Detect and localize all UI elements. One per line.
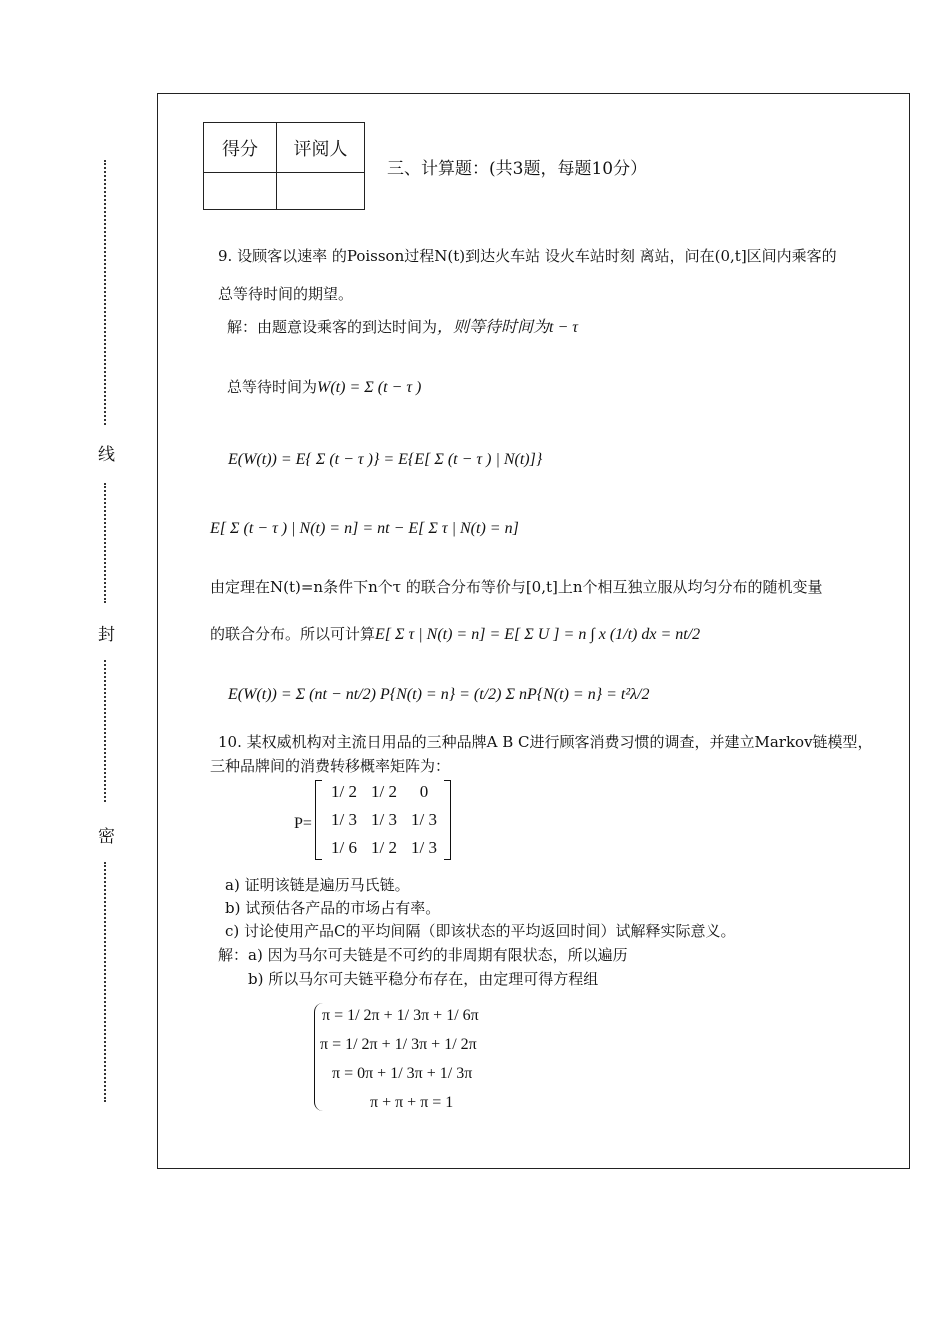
matrix-cell: 1/ 2 <box>331 782 357 801</box>
matrix-cell: 1/ 2 <box>371 838 397 857</box>
q9-eq2: E(W(t)) = E{ Σ (t − τ )} = E{E[ Σ (t − τ ) | N(t)]} <box>228 451 543 468</box>
q9-text2-line <box>210 625 700 644</box>
reviewer-cell[interactable] <box>277 173 365 210</box>
q10-item-a: a) 证明该链是遍历马氏链。 <box>225 876 410 894</box>
matrix-row-2 <box>324 810 444 830</box>
q9-text2: 的联合分布。所以可计算 <box>210 625 376 643</box>
matrix-cell: 0 <box>419 782 429 801</box>
matrix-label: P= <box>294 815 312 832</box>
q9-eq1-formula: W(t) = Σ (t − τ ) <box>317 379 422 396</box>
equation-4: π + π + π = 1 <box>370 1094 454 1111</box>
binding-dotted-line-lower <box>104 660 106 802</box>
score-cell[interactable] <box>204 173 277 210</box>
matrix-row-1 <box>324 782 444 802</box>
q10-line2: 三种品牌间的消费转移概率矩阵为： <box>210 757 451 775</box>
q9-eq5: E(W(t)) = Σ (nt − nt/2) P{N(t) = n} = (t/2) Σ nP{N(t) = n} = t²λ/2 <box>228 686 650 703</box>
q9-solution-start <box>227 318 578 337</box>
q9-line1: 9. 设顾客以速率 的Poisson过程N(t)到达火车站 设火车站时刻 离站，问在(0,t]区间内乘客的 <box>218 247 837 265</box>
matrix-cell: 1/ 3 <box>331 810 357 829</box>
margin-char-seal: 封 <box>98 625 115 645</box>
matrix-cell: 1/ 3 <box>371 810 397 829</box>
binding-dotted-line-top <box>104 160 106 425</box>
q9-solution-text: 解：由题意设乘客的到达时间为 <box>227 318 438 336</box>
matrix-cell: 1/ 3 <box>411 838 437 857</box>
reviewer-label: 评阅人 <box>277 123 365 173</box>
equation-1: π = 1/ 2π + 1/ 3π + 1/ 6π <box>322 1007 479 1024</box>
matrix-cell: 1/ 6 <box>331 838 357 857</box>
section-title: 三、计算题：(共3题，每题10分） <box>387 159 648 179</box>
q10-line1: 10. 某权威机构对主流日用品的三种品牌A B C进行顾客消费习惯的调查，并建立Markov链模型， <box>218 733 873 751</box>
q10-item-c: c) 讨论使用产品C的平均间隔（即该状态的平均返回时间）试解释实际意义。 <box>225 922 736 940</box>
score-label: 得分 <box>204 123 277 173</box>
matrix-cell: 1/ 3 <box>411 810 437 829</box>
q9-text1: 由定理在N(t)=n条件下n个τ 的联合分布等价与[0,t]上n个相互独立服从均匀分布的随机变量 <box>210 578 823 596</box>
q10-solution-a: 解：a) 因为马尔可夫链是不可约的非周期有限状态，所以遍历 <box>218 946 628 964</box>
margin-char-line: 线 <box>98 445 115 465</box>
q10-item-b: b) 试预估各产品的市场占有率。 <box>225 899 441 917</box>
score-table <box>203 122 365 210</box>
q10-solution-b: b) 所以马尔可夫链平稳分布存在，由定理可得方程组 <box>248 970 599 988</box>
q9-eq1-label: 总等待时间为 <box>227 378 318 396</box>
q9-eq3: E[ Σ (t − τ ) | N(t) = n] = nt − E[ Σ τ | N(t) = n] <box>210 520 519 537</box>
binding-dotted-line-middle <box>104 483 106 603</box>
margin-char-secret: 密 <box>98 827 115 847</box>
q9-line2: 总等待时间的期望。 <box>218 285 354 303</box>
equation-3: π = 0π + 1/ 3π + 1/ 3π <box>332 1065 473 1082</box>
matrix-cell: 1/ 2 <box>371 782 397 801</box>
q9-eq1 <box>227 378 421 397</box>
q9-eq4: E[ Σ τ | N(t) = n] = E[ Σ U ] = n ∫ x (1/t) dx = nt/2 <box>375 626 701 643</box>
matrix-row-3 <box>324 838 444 858</box>
q9-solution-text2: ，则等待时间为t − τ <box>437 319 578 336</box>
transition-matrix <box>315 780 451 860</box>
equation-2: π = 1/ 2π + 1/ 3π + 1/ 2π <box>320 1036 477 1053</box>
binding-dotted-line-bottom <box>104 862 106 1102</box>
